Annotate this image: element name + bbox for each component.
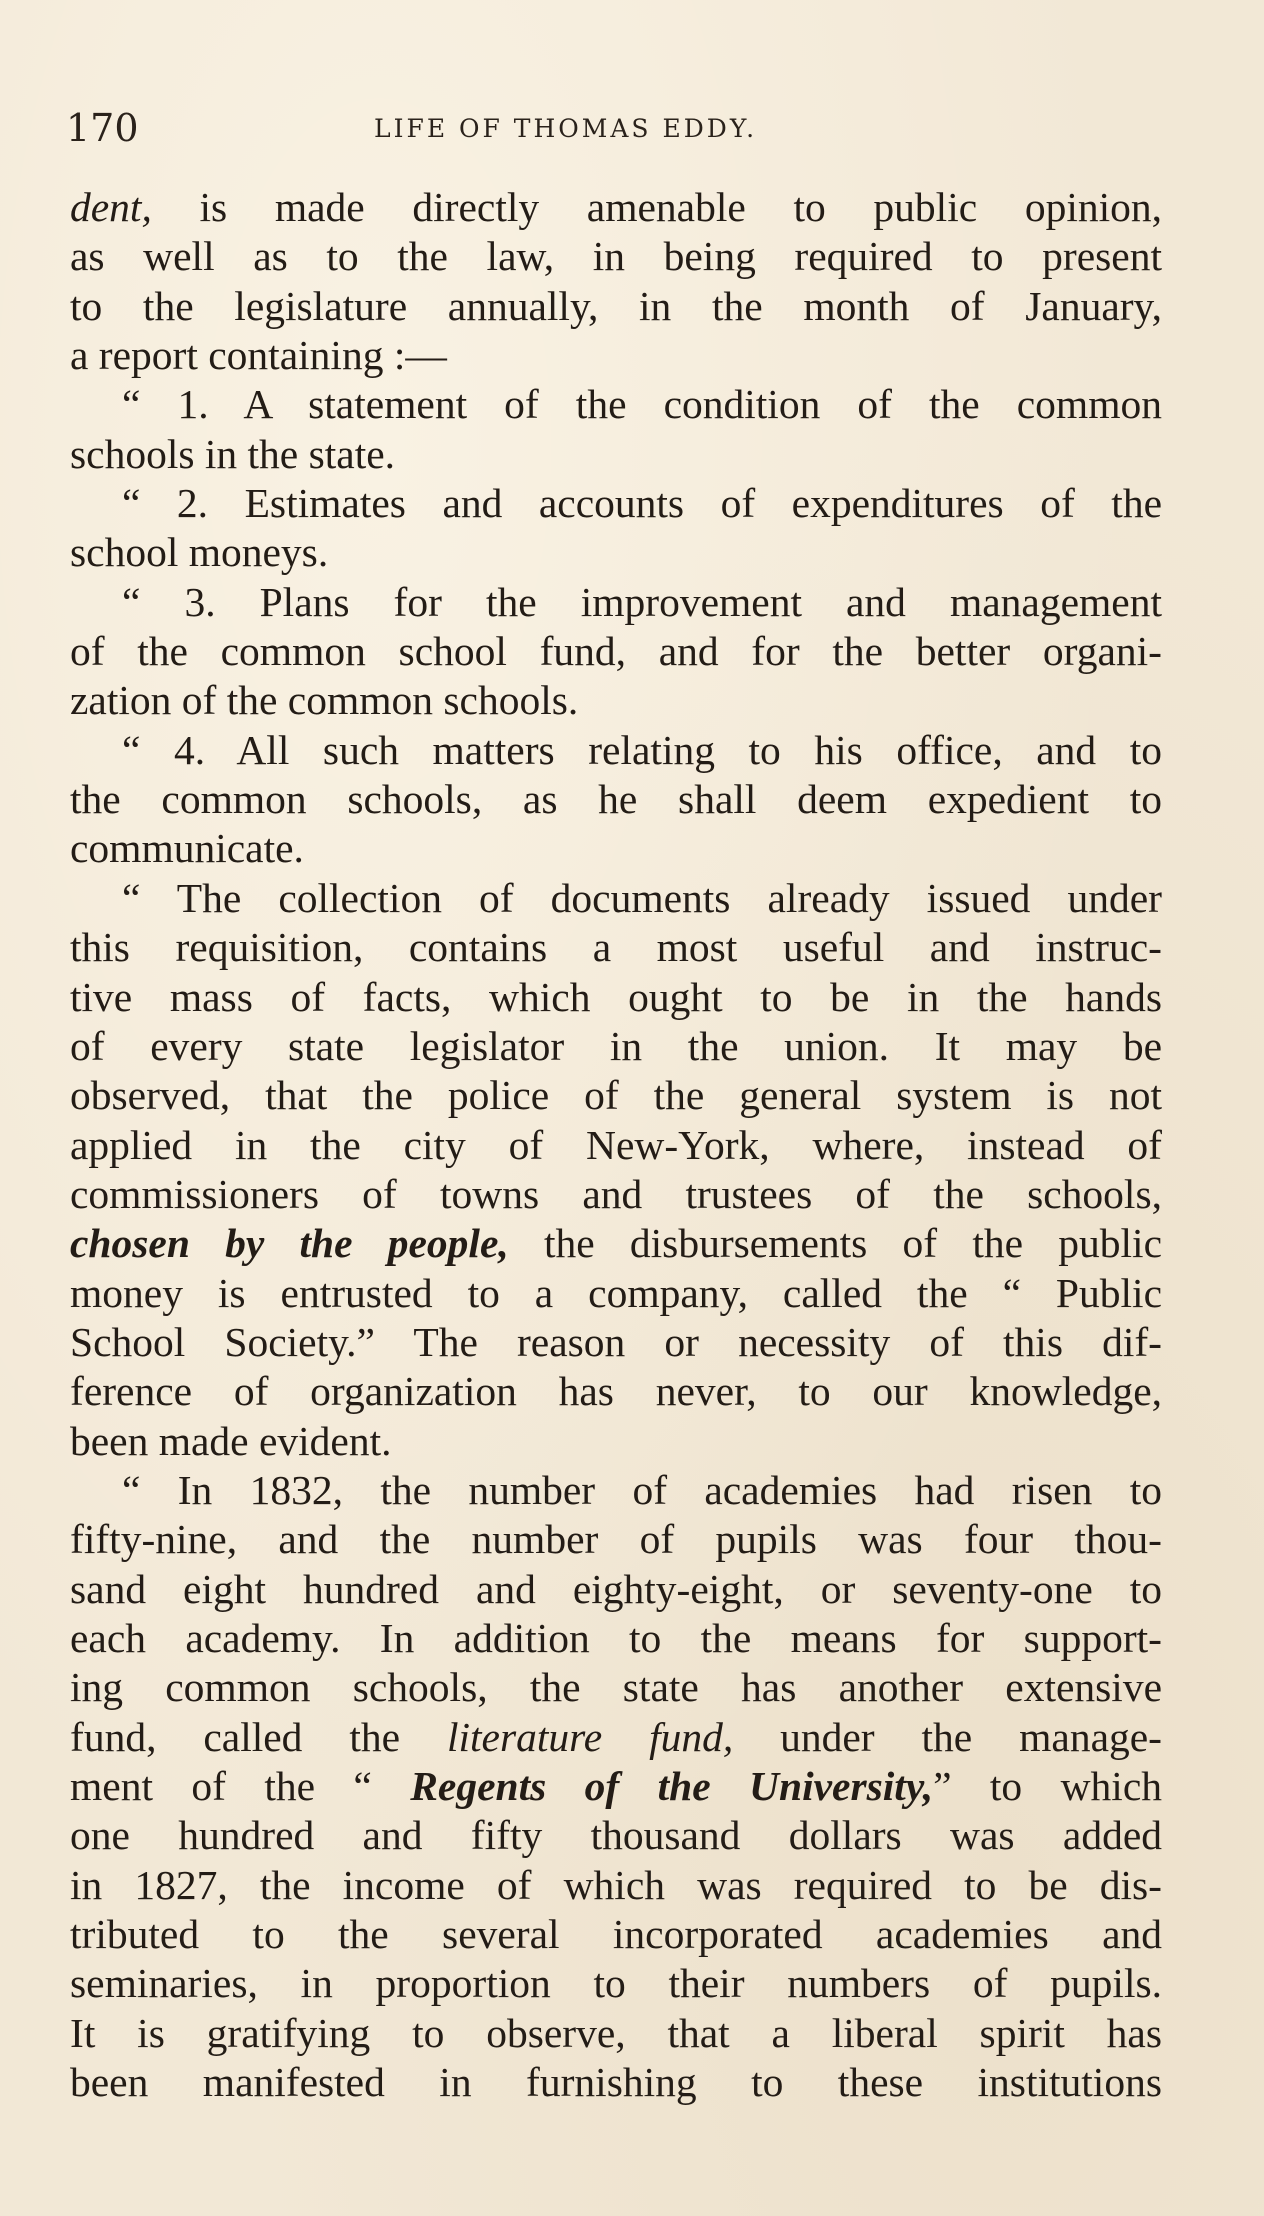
- text-segment: fifty-nine, and the number of pupils was four thou-: [70, 1516, 1162, 1563]
- text-line: [70, 1959, 1162, 2008]
- text-line: [70, 676, 1162, 725]
- text-line: [70, 430, 1162, 479]
- text-segment: zation of the common schools.: [70, 677, 579, 724]
- text-line: [70, 232, 1162, 281]
- text-line: [70, 1219, 1162, 1268]
- text-line: [70, 1417, 1162, 1466]
- text-segment: Regents of the University,: [410, 1763, 934, 1809]
- text-segment: tive mass of facts, which ought to be in the hands: [70, 973, 1162, 1020]
- text-line: [70, 578, 1162, 627]
- text-segment: been manifested in furnishing to these institutions: [70, 2059, 1162, 2106]
- text-line: [70, 726, 1162, 775]
- text-line: [70, 1466, 1162, 1515]
- text-segment: “ 3. Plans for the improvement and management: [122, 578, 1162, 625]
- text-segment: been made evident.: [70, 1417, 392, 1464]
- text-segment: tributed to the several incorporated academies and: [70, 1911, 1162, 1958]
- text-segment: applied in the city of New-York, where, instead of: [70, 1121, 1162, 1168]
- text-line: [70, 331, 1162, 380]
- text-line: [70, 1663, 1162, 1712]
- body-text: [70, 183, 1162, 2107]
- text-segment: under the manage-: [733, 1713, 1162, 1760]
- text-line: [70, 874, 1162, 923]
- text-segment: this requisition, contains a most useful and instruc-: [70, 924, 1162, 971]
- text-line: [70, 380, 1162, 429]
- text-segment: to the legislature annually, in the month of January,: [70, 282, 1162, 329]
- text-line: [70, 1811, 1162, 1860]
- text-segment: “ 4. All such matters relating to his office, and to: [122, 726, 1162, 773]
- text-line: [70, 1367, 1162, 1416]
- text-segment: seminaries, in proportion to their numbers of pupils.: [70, 1960, 1162, 2007]
- text-segment: of every state legislator in the union. It may be: [70, 1022, 1162, 1069]
- text-line: [70, 479, 1162, 528]
- text-segment: dent,: [70, 184, 152, 230]
- text-segment: schools in the state.: [70, 430, 396, 477]
- text-segment: “ 1. A statement of the condition of the common: [122, 381, 1162, 428]
- text-line: [70, 1269, 1162, 1318]
- text-segment: “ The collection of documents already issued under: [122, 874, 1162, 921]
- text-segment: the disbursements of the public: [508, 1220, 1162, 1267]
- text-line: [70, 1861, 1162, 1910]
- text-line: [70, 1022, 1162, 1071]
- text-segment: ” to which: [933, 1763, 1162, 1809]
- page-number: 170: [66, 106, 139, 150]
- running-head: [66, 106, 1176, 156]
- text-line: [70, 1170, 1162, 1219]
- text-segment: a report containing :—: [70, 332, 447, 379]
- text-segment: sand eight hundred and eighty-eight, or seventy-one to: [70, 1565, 1162, 1612]
- text-segment: the common schools, as he shall deem expedient to: [70, 776, 1162, 823]
- text-line: [70, 183, 1162, 232]
- text-line: [70, 1318, 1162, 1367]
- text-line: [70, 923, 1162, 972]
- text-segment: commissioners of towns and trustees of the schools,: [70, 1170, 1162, 1217]
- text-line: [70, 1071, 1162, 1120]
- text-segment: School Society.” The reason or necessity of this dif-: [70, 1318, 1162, 1365]
- text-line: [70, 1762, 1162, 1811]
- text-line: [70, 1121, 1162, 1170]
- text-segment: It is gratifying to observe, that a liberal spirit has: [70, 2009, 1162, 2056]
- running-title: LIFE OF THOMAS EDDY.: [374, 114, 758, 143]
- text-line: [70, 1910, 1162, 1959]
- text-line: [70, 1565, 1162, 1614]
- text-segment: one hundred and fifty thousand dollars was added: [70, 1812, 1162, 1859]
- text-segment: is made directly amenable to public opinion,: [151, 184, 1162, 230]
- text-segment: ference of organization has never, to our knowledge,: [70, 1368, 1162, 1415]
- text-line: [70, 1713, 1162, 1762]
- text-segment: of the common school fund, and for the better organi-: [70, 628, 1162, 675]
- text-line: [70, 1515, 1162, 1564]
- text-segment: “ In 1832, the number of academies had risen to: [122, 1466, 1162, 1513]
- text-segment: ment of the “: [70, 1763, 411, 1809]
- text-segment: in 1827, the income of which was required to be dis-: [70, 1861, 1162, 1908]
- text-segment: money is entrusted to a company, called the “ Public: [70, 1269, 1162, 1316]
- text-segment: as well as to the law, in being required to present: [70, 233, 1162, 280]
- text-segment: literature fund,: [446, 1713, 734, 1760]
- text-segment: school moneys.: [70, 529, 329, 576]
- text-segment: chosen by the people,: [70, 1220, 509, 1267]
- text-segment: communicate.: [70, 825, 304, 872]
- text-line: [70, 1614, 1162, 1663]
- text-segment: fund, called the: [70, 1713, 447, 1760]
- text-line: [70, 775, 1162, 824]
- text-segment: ing common schools, the state has another extensive: [70, 1664, 1162, 1711]
- text-line: [70, 2009, 1162, 2058]
- text-segment: each academy. In addition to the means for support-: [70, 1614, 1162, 1661]
- text-line: [70, 2058, 1162, 2107]
- text-line: [70, 824, 1162, 873]
- text-line: [70, 528, 1162, 577]
- text-line: [70, 973, 1162, 1022]
- text-line: [70, 282, 1162, 331]
- text-segment: “ 2. Estimates and accounts of expenditures of the: [122, 480, 1162, 527]
- text-line: [70, 627, 1162, 676]
- text-segment: observed, that the police of the general system is not: [70, 1072, 1162, 1119]
